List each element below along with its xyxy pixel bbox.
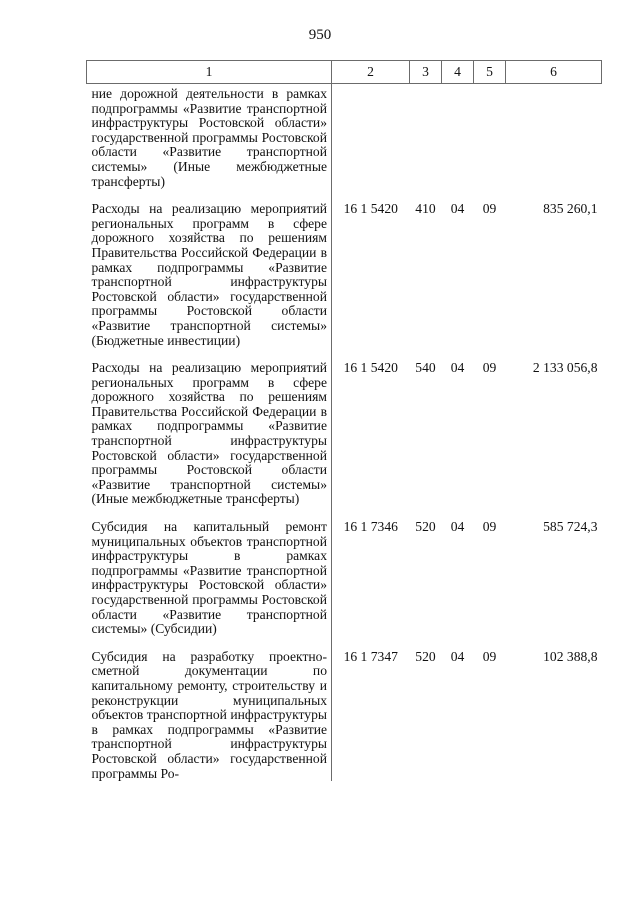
row-subsection: 09 <box>482 648 497 664</box>
row-target-article: 16 1 5420 <box>343 360 398 376</box>
column-header-3: 3 <box>410 61 442 84</box>
table-row <box>87 202 602 348</box>
column-header-1: 1 <box>87 61 332 84</box>
row-description: Субсидия на капитальный ремонт муниципальных объектов транспортной инфраструктуры в рамках подпрограммы «Развитие транспортной инфраструктуры Ростовской области» государственной программы Ростовской области «Развитие транспортной системы» (Субсидии) <box>87 520 332 637</box>
row-amount: 835 260,1 <box>543 201 598 217</box>
table-row <box>87 650 602 781</box>
row-amount: 2 133 056,8 <box>532 360 598 376</box>
row-section: 04 <box>450 648 465 664</box>
row-subsection: 09 <box>482 360 497 376</box>
row-description: Субсидия на разработку проектно-сметной документации по капитальному ремонту, строительству и реконструкции муниципальных объектов транспортной инфраструктуры в рамках подпрограммы «Развитие транспортной инфраструктуры Ростовской области» государственной программы Ро- <box>87 650 332 781</box>
row-expense-type: 410 <box>415 201 436 217</box>
row-amount: 102 388,8 <box>543 648 598 664</box>
column-header-5: 5 <box>474 61 506 84</box>
row-subsection: 09 <box>482 201 497 217</box>
row-target-article: 16 1 7347 <box>343 648 398 664</box>
column-header-2: 2 <box>332 61 410 84</box>
budget-table <box>86 60 602 781</box>
row-expense-type: 520 <box>415 519 436 535</box>
row-amount: 585 724,3 <box>543 519 598 535</box>
row-description: Расходы на реализацию мероприятий региональных программ в сфере дорожного хозяйства по решениям Правительства Российской Федерации в рамках подпрограммы «Развитие транспортной инфраструктуры Ростовской области» государственной программы Ростовской области «Развитие транспортной системы» (Иные межбюджетные трансферты) <box>87 361 332 507</box>
row-expense-type: 520 <box>415 648 436 664</box>
row-section: 04 <box>450 201 465 217</box>
row-expense-type <box>410 84 442 190</box>
row-description: Расходы на реализацию мероприятий региональных программ в сфере дорожного хозяйства по решениям Правительства Российской Федерации в рамках подпрограммы «Развитие транспортной инфраструктуры Ростовской области» государственной программы Ростовской области «Развитие транспортной системы» (Бюджетные инвестиции) <box>87 202 332 348</box>
row-section: 04 <box>450 360 465 376</box>
row-target-article <box>332 84 410 190</box>
row-subsection <box>474 84 506 190</box>
column-header-6: 6 <box>506 61 602 84</box>
page-number: 950 <box>308 27 332 43</box>
row-subsection: 09 <box>482 519 497 535</box>
row-target-article: 16 1 5420 <box>343 201 398 217</box>
table-row <box>87 361 602 507</box>
column-header-4: 4 <box>442 61 474 84</box>
table-row <box>87 84 602 190</box>
row-expense-type: 540 <box>415 360 436 376</box>
row-section: 04 <box>450 519 465 535</box>
table-row <box>87 520 602 637</box>
row-description: ние дорожной деятельности в рамках подпрограммы «Развитие транспортной инфраструктуры Ростовской области» государственной программы Ростовской области «Развитие транспортной системы» (Иные межбюджетные трансферты) <box>87 84 332 190</box>
row-target-article: 16 1 7346 <box>343 519 398 535</box>
row-section <box>442 84 474 190</box>
table-header-row <box>87 61 602 84</box>
row-amount <box>506 84 602 190</box>
